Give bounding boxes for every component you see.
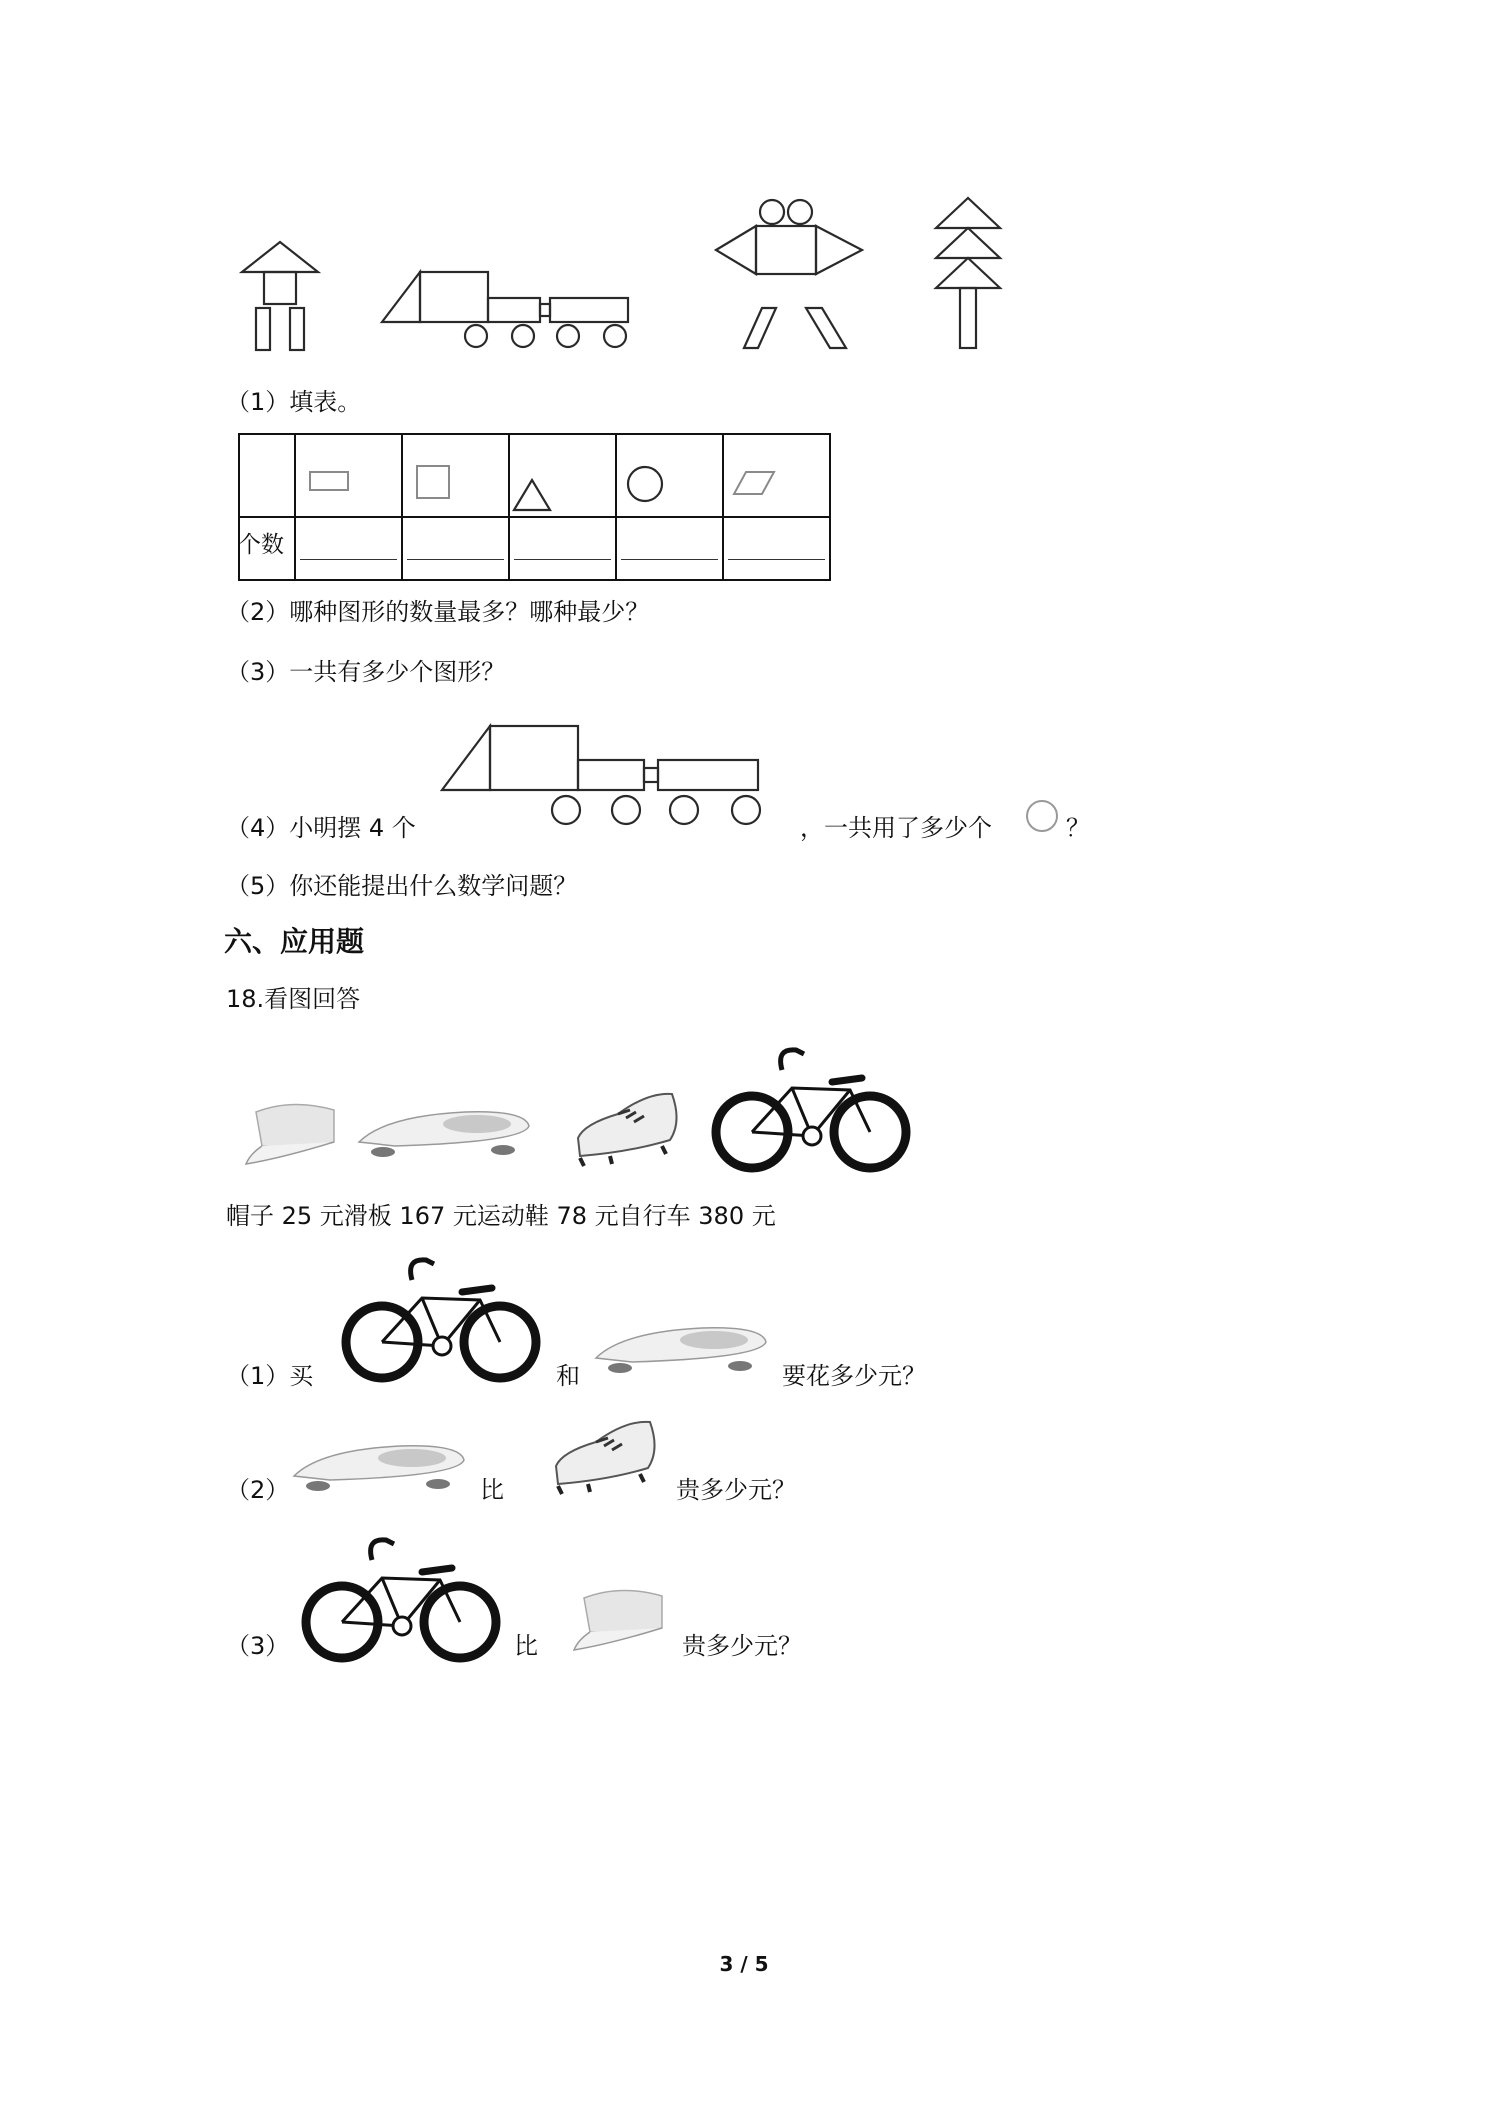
shape-header-parallelogram	[723, 434, 830, 517]
figure-tree	[930, 194, 1010, 354]
subquestion-3-post: 贵多少元？	[682, 1632, 802, 1660]
cap-image	[570, 1584, 670, 1654]
count-row-label: 个数	[239, 517, 295, 580]
count-blank[interactable]	[723, 517, 830, 580]
subquestion-2-post: 贵多少元？	[676, 1476, 796, 1504]
subquestion-1-post: 要花多少元？	[782, 1362, 926, 1390]
shape-header-circle	[616, 434, 723, 517]
circle-icon	[617, 444, 722, 504]
subquestion-3-mid: 比	[514, 1632, 538, 1660]
parallelogram-icon	[724, 444, 829, 504]
subquestion-3-pre: （3）	[226, 1632, 290, 1660]
table-corner-cell	[239, 434, 295, 517]
question-part-2: （2）哪种图形的数量最多？哪种最少？	[226, 598, 650, 626]
skateboard-image	[592, 1318, 772, 1378]
shape-count-table	[238, 433, 831, 581]
shoe-image	[548, 1416, 663, 1496]
subquestion-1-pre: （1）买	[226, 1362, 314, 1390]
triangle-icon	[510, 444, 615, 504]
question-part-3: （3）一共有多少个图形？	[226, 658, 506, 686]
question-part-5: （5）你还能提出什么数学问题？	[226, 872, 578, 900]
shape-header-triangle	[509, 434, 616, 517]
circle-icon	[1024, 798, 1064, 838]
bicycle-image	[342, 1250, 542, 1385]
shoe-image	[570, 1088, 685, 1168]
question-part-1: （1）填表。	[226, 388, 362, 416]
question-title: 18.看图回答	[226, 985, 361, 1013]
subquestion-1-mid: 和	[556, 1362, 580, 1390]
square-icon	[403, 444, 508, 504]
page-number: 3 / 5	[719, 1952, 769, 1976]
bicycle-image	[712, 1040, 912, 1175]
skateboard-image	[355, 1102, 535, 1162]
figure-person	[712, 198, 872, 353]
section-heading: 六、应用题	[224, 925, 365, 958]
figure-truck-large	[440, 722, 800, 830]
cap-image	[242, 1098, 342, 1168]
question-part-4-pre: （4）小明摆 4 个	[226, 814, 416, 842]
rectangle-icon	[296, 444, 401, 504]
figure-truck	[380, 268, 660, 353]
bicycle-image	[302, 1530, 502, 1665]
count-blank[interactable]	[402, 517, 509, 580]
shape-header-square	[402, 434, 509, 517]
question-part-4-post: ，一共用了多少个	[800, 814, 992, 842]
price-list: 帽子 25 元滑板 167 元运动鞋 78 元自行车 380 元	[226, 1202, 776, 1230]
count-blank[interactable]	[295, 517, 402, 580]
shape-header-rectangle	[295, 434, 402, 517]
skateboard-image	[290, 1436, 470, 1496]
subquestion-2-mid: 比	[480, 1476, 504, 1504]
count-blank[interactable]	[509, 517, 616, 580]
question-part-4-end: ？	[1066, 814, 1090, 842]
subquestion-2-pre: （2）	[226, 1476, 290, 1504]
figure-house	[240, 238, 320, 353]
count-blank[interactable]	[616, 517, 723, 580]
